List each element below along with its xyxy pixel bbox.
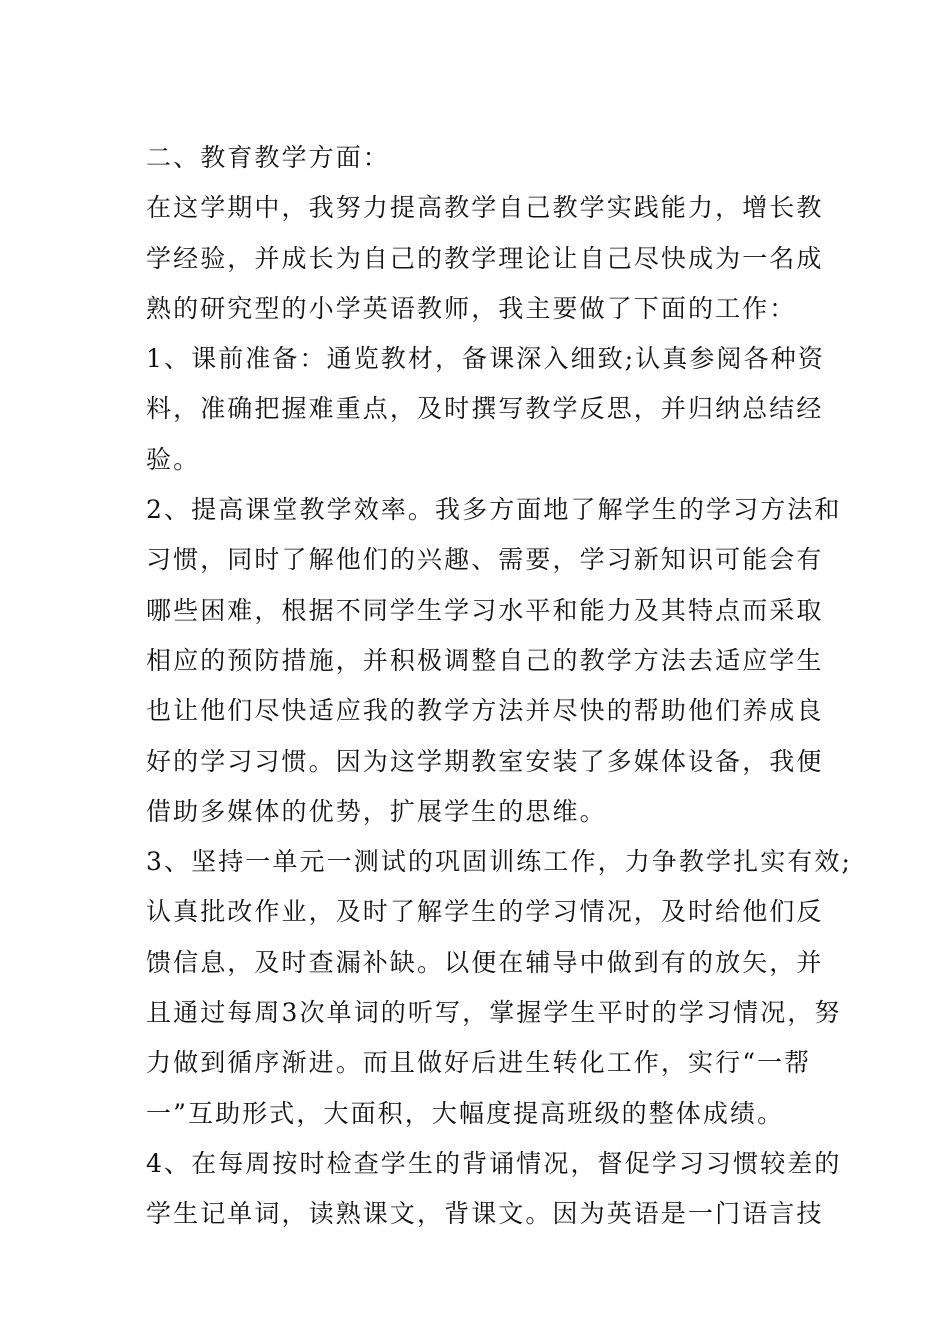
document-page [146,133,853,1240]
text-line: 3、坚持一单元一测试的巩固训练工作，力争教学扎实有效; [146,847,853,877]
text-line: 一”互助形式，大面积，大幅度提高班级的整体成绩。 [146,1098,785,1128]
text-line: 好的学习习惯。因为这学期教室安装了多媒体设备，我便 [146,746,824,776]
text-line: 4、在每周按时检查学生的背诵情况，督促学习习惯较差的 [146,1148,842,1178]
text-line: 在这学期中，我努力提高教学自己教学实践能力，增长教 [146,193,824,223]
text-line: 哪些困难，根据不同学生学习水平和能力及其特点而采取 [146,595,824,625]
section-heading: 二、教育教学方面： [146,143,390,172]
text-line: 力做到循序渐进。而且做好后进生转化工作，实行“一帮 [146,1048,812,1078]
text-line: 习惯，同时了解他们的兴趣、需要，学习新知识可能会有 [146,545,824,575]
text-line: 熟的研究型的小学英语教师，我主要做了下面的工作： [146,293,797,323]
text-line: 且通过每周3次单词的听写，掌握学生平时的学习情况，努 [146,998,842,1028]
text-line: 验。 [146,444,201,474]
text-line: 料，准确把握难重点，及时撰写教学反思，并归纳总结经 [146,394,824,424]
text-line: 1、课前准备：通览教材，备课深入细致;认真参阅各种资 [146,344,825,374]
text-line: 学经验，并成长为自己的教学理论让自己尽快成为一名成 [146,243,824,273]
text-line: 学生记单词，读熟课文，背课文。因为英语是一门语言技 [146,1199,824,1229]
text-line: 也让他们尽快适应我的教学方法并尽快的帮助他们养成良 [146,696,824,726]
text-line: 相应的预防措施，并积极调整自己的教学方法去适应学生 [146,645,824,675]
text-line: 借助多媒体的优势，扩展学生的思维。 [146,796,607,826]
text-line: 认真批改作业，及时了解学生的学习情况，及时给他们反 [146,897,824,927]
text-line: 馈信息，及时查漏补缺。以便在辅导中做到有的放矢，并 [146,947,824,977]
text-line: 2、提高课堂教学效率。我多方面地了解学生的学习方法和 [146,495,842,525]
